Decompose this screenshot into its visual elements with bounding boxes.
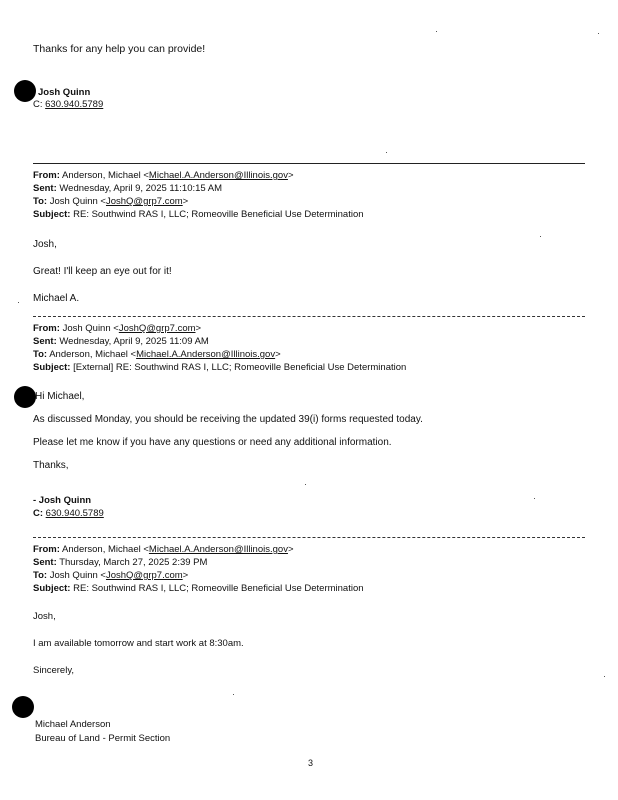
scan-speck: [604, 676, 605, 677]
email3-from: From: Anderson, Michael <Michael.A.Anderson@Illinois.gov>: [33, 544, 294, 555]
email2-phone-line: C: 630.940.5789: [33, 508, 104, 519]
email1-from-link[interactable]: Michael.A.Anderson@Illinois.gov: [148, 170, 288, 181]
scan-speck: [386, 152, 387, 153]
email3-greeting: Josh,: [33, 611, 56, 622]
scan-speck: [305, 484, 306, 485]
email1-to-link[interactable]: JoshQ@grp7.com: [105, 196, 183, 207]
email2-phone-link[interactable]: 630.940.5789: [45, 508, 104, 519]
scan-speck: [598, 33, 599, 34]
email2-sig-name: - Josh Quinn: [33, 495, 92, 506]
separator-rule: [33, 316, 585, 317]
email3-sig-name: Michael Anderson: [35, 719, 111, 730]
email3-to: To: Josh Quinn <JoshQ@grp7.com>: [33, 570, 189, 581]
email3-body: I am available tomorrow and start work at 8:30am.: [33, 638, 244, 649]
separator-rule: [33, 537, 585, 538]
email2-sent: Sent: Wednesday, April 9, 2025 11:09 AM: [33, 336, 209, 347]
email3-signoff: Sincerely,: [33, 665, 75, 676]
email3-sig-title: Bureau of Land - Permit Section: [35, 733, 171, 744]
email1-greeting: Josh,: [33, 239, 57, 250]
sig1-phone-link[interactable]: 630.940.5789: [45, 99, 104, 110]
email1-subject: Subject: RE: Southwind RAS I, LLC; Romeoville Beneficial Use Determination: [33, 209, 364, 220]
email2-body-line-2: Please let me know if you have any questions or need any additional information.: [33, 437, 392, 448]
email3-subject: Subject: RE: Southwind RAS I, LLC; Romeoville Beneficial Use Determination: [33, 583, 364, 594]
scan-speck: [534, 498, 535, 499]
email3-from-link[interactable]: Michael.A.Anderson@Illinois.gov: [148, 544, 288, 555]
redaction-dot: [12, 696, 34, 718]
separator-rule: [33, 163, 585, 164]
email1-from: From: Anderson, Michael <Michael.A.Anderson@Illinois.gov>: [33, 170, 294, 181]
email2-from-link[interactable]: JoshQ@grp7.com: [118, 323, 196, 334]
email2-thanks: Thanks,: [33, 460, 69, 471]
sig1-phone-label: C:: [33, 99, 43, 110]
page-number: 3: [308, 758, 314, 768]
scan-speck: [540, 236, 541, 237]
sig1-name: Josh Quinn: [38, 87, 91, 98]
sig1-phone-line: [33, 98, 103, 112]
scan-speck: [233, 694, 234, 695]
scan-speck: [436, 31, 437, 32]
email3-to-link[interactable]: JoshQ@grp7.com: [105, 570, 183, 581]
email3-sent: Sent: Thursday, March 27, 2025 2:39 PM: [33, 557, 208, 568]
email2-body-line-1: As discussed Monday, you should be receiving the updated 39(i) forms requested today.: [33, 414, 423, 425]
email1-sent: Sent: Wednesday, April 9, 2025 11:10:15 AM: [33, 183, 223, 194]
email2-to: To: Anderson, Michael <Michael.A.Anderson@Illinois.gov>: [33, 349, 281, 360]
email2-greeting: Hi Michael,: [35, 391, 85, 402]
scan-speck: [18, 302, 19, 303]
redaction-dot: [14, 386, 36, 408]
email2-subject: Subject: [External] RE: Southwind RAS I, LLC; Romeoville Beneficial Use Determination: [33, 362, 407, 373]
email1-to: To: Josh Quinn <JoshQ@grp7.com>: [33, 196, 189, 207]
email1-signoff: Michael A.: [33, 293, 80, 304]
email2-to-link[interactable]: Michael.A.Anderson@Illinois.gov: [136, 349, 276, 360]
email2-from: From: Josh Quinn <JoshQ@grp7.com>: [33, 323, 202, 334]
email1-body: Great! I'll keep an eye out for it!: [33, 266, 172, 277]
intro-text: Thanks for any help you can provide!: [33, 43, 206, 55]
